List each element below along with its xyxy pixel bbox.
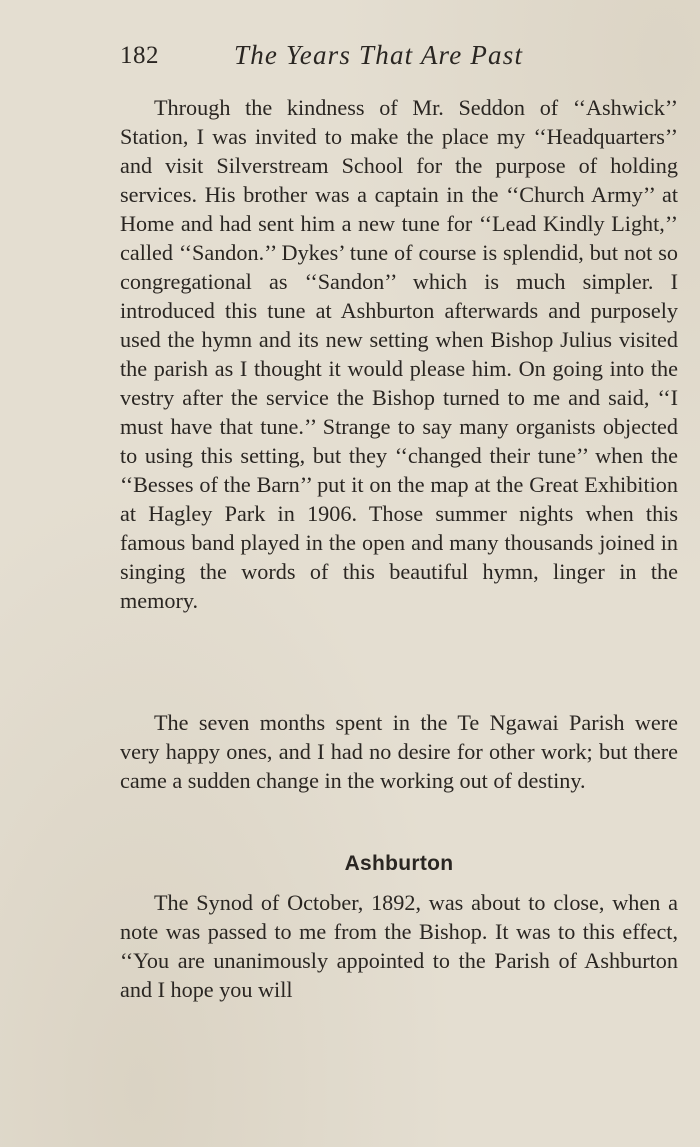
- paragraph-synod: The Synod of October, 1892, was about to close, when a note was passed to me from the Bishop. It was to this effect, ‘‘You are unanimously appointed to the Parish of Ashburton and I hope you will: [120, 890, 678, 1002]
- paragraph-te-ngawai: The seven months spent in the Te Ngawai Parish were very happy ones, and I had no desire for other work; but there came a sudden change in the working out of destiny.: [120, 710, 678, 793]
- section-heading-ashburton: Ashburton: [344, 852, 454, 875]
- book-title: The Years That Are Past: [234, 40, 524, 70]
- running-head: [120, 40, 580, 74]
- paragraph-seddon-sandon: Through the kindness of Mr. Seddon of ‘‘Ashwick’’ Station, I was invited to make the place my ‘‘Headquarters’’ and visit Silverstream School for the purpose of holding services. His brother was a captain in the ‘‘Church Army’’ at Home and had sent him a new tune for ‘‘Lead Kindly Light,’’ called ‘‘Sandon.’’ Dykes’ tune of course is splendid, but not so congregational as ‘‘Sandon’’ which is much simpler. I introduced this tune at Ashburton afterwards and purposely used the hymn and its new setting when Bishop Julius visited the parish as I thought it would please him. On going into the vestry after the service the Bishop turned to me and said, ‘‘I must have that tune.’’ Strange to say many organists objected to using this setting, but they ‘‘changed their tune’’ when the ‘‘Besses of the Barn’’ put it on the map at the Great Exhibition at Hagley Park in 1906. Those summer nights when this famous band played in the open and many thousands joined in singing the words of this beautiful hymn, linger in the memory.: [120, 95, 678, 613]
- page-number: 182: [120, 42, 159, 69]
